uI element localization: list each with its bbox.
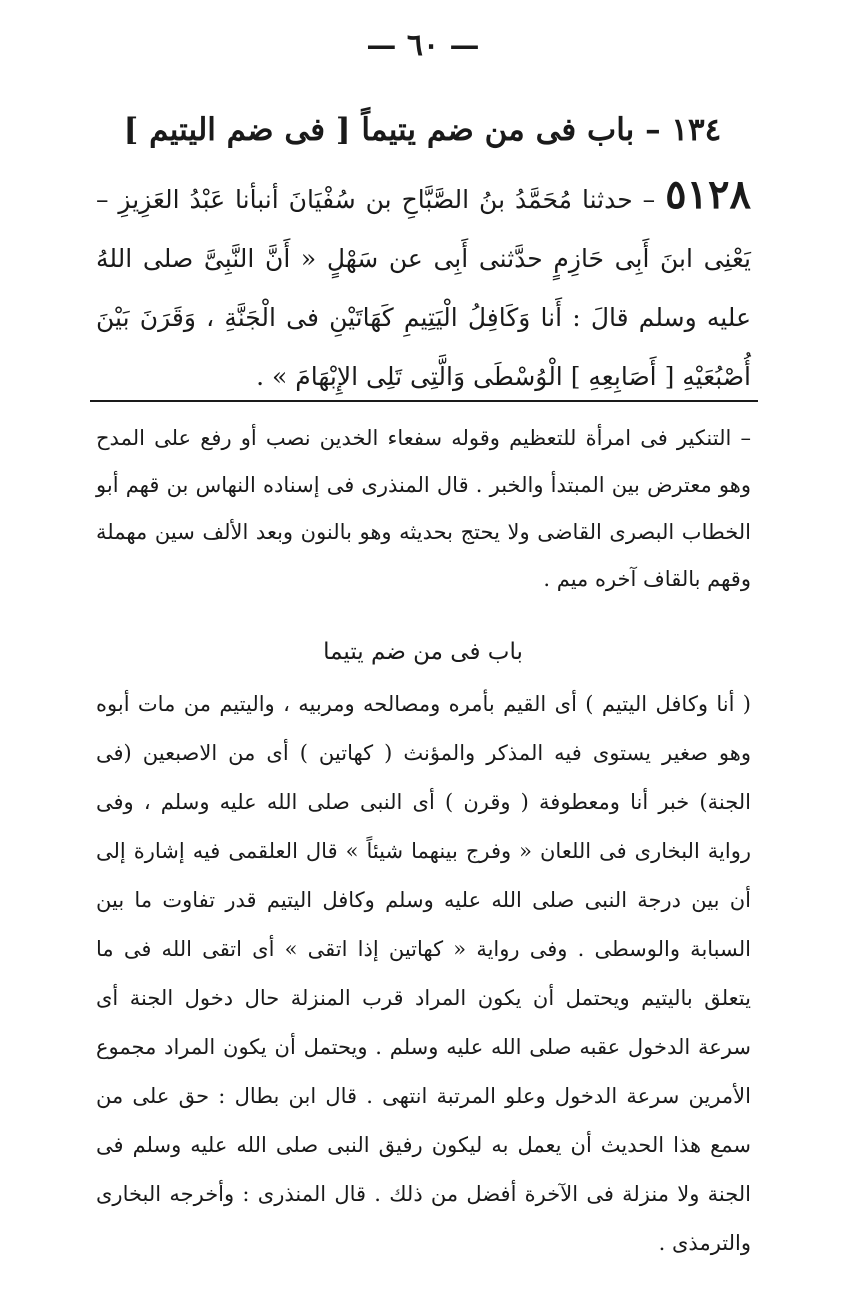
commentary-main: ( أنا وكافل اليتيم ) أى القيم بأمره ومصالحه ومربيه ، واليتيم من مات أبوه وهو صغير يستوى فيه المذكر والمؤنث ( كهاتين ) أى من الاصبعين (فى الجنة) خبر أنا ومعطوفة ( وقرن ) أى النبى صلى الله عليه وسلم ، وفى رواية البخارى فى اللعان « وفرج بينهما شيئاً » قال العلقمى فيه إشارة إلى أن بين درجة النبى صلى الله عليه وسلم وكافل اليتيم قدر تفاوت ما بين السبابة والوسطى . وفى رواية « كهاتين إذا اتقى » أى اتقى الله فى ما يتعلق باليتيم ويحتمل أن يكون المراد قرب المنزلة حال دخول الجنة أى سرعة الدخول عقبه صلى الله عليه وسلم . ويحتمل أن يكون المراد مجموع الأمرين سرعة الدخول وعلو المرتبة انتهى . قال ابن بطال : حق على من سمع هذا الحديث أن يعمل به ليكون رفيق النبى صلى الله عليه وسلم فى الجنة ولا منزلة فى الآخرة أفضل من ذلك . قال المنذرى : وأخرجه البخارى والترمذى . — [96, 692, 751, 1255]
chapter-heading: ١٣٤ – باب فى من ضم يتيماً [ فى ضم اليتيم ] — [123, 112, 722, 148]
page-number: — ٦٠ — — [366, 28, 480, 63]
commentary-sub-heading: باب فى من ضم يتيما — [323, 639, 523, 665]
hadith-text: – حدثنا مُحَمَّدُ بنُ الصَّبَّاحِ بن سُفْيَانَ أنبأنا عَبْدُ العَزِيزِ – يَعْنِى ابنَ أَبِى حَازِمٍ حدَّثنى أَبِى عن سَهْلٍ « أَنَّ النَّبِىَّ صلى اللهُ عليه وسلم قالَ : أَنا وَكَافِلُ الْيَتِيمِ كَهَاتَيْنِ فى الْجَنَّةِ ، وَقَرَنَ بَيْنَ أُصْبُعَيْهِ [ أَصَابِعِهِ ] الْوُسْطَى وَالَّتِى تَلِى الإِبْهَامَ » . — [96, 185, 751, 391]
divider-line — [90, 400, 758, 402]
hadith-block — [96, 165, 751, 406]
hadith-number: ٥١٢٨ — [665, 171, 751, 218]
commentary-continuation: – التنكير فى امرأة للتعظيم وقوله سفعاء الخدين نصب أو رفع على المدح وهو معترض بين المبتدأ والخبر . قال المنذرى فى إسناده النهاس بن قهم أبو الخطاب البصرى القاضى ولا يحتج بحديثه وهو بالنون وبعد الألف سين مهملة وقهم بالقاف آخره ميم . — [96, 426, 751, 591]
